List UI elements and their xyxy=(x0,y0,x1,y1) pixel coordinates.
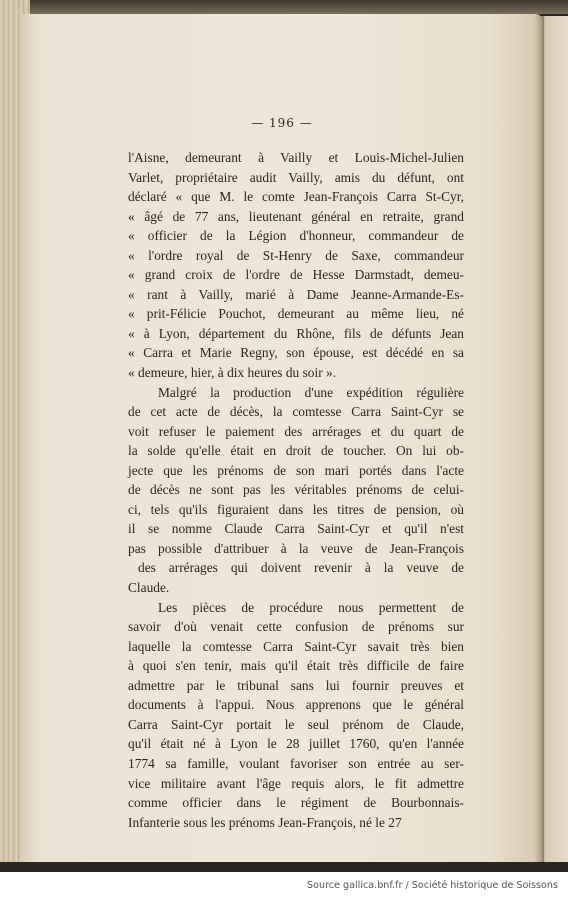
source-credit: Source gallica.bnf.fr / Société historique de Soissons xyxy=(307,880,558,891)
text-line: documents à l'appui. Nous apprenons que le général xyxy=(128,697,464,713)
text-line: de décès ne sont pas les véritables prénoms de celui- xyxy=(128,482,464,498)
text-line: « rant à Vailly, marié à Dame Jeanne-Armande-Es- xyxy=(128,286,464,302)
text-line: admettre par le tribunal sans lui fournir preuves et xyxy=(128,677,464,693)
text-line: savoir d'où venait cette confusion de prénoms sur xyxy=(128,619,464,635)
text-line: des arrérages qui doivent revenir à la veuve de xyxy=(138,560,464,576)
book-page-edge-right xyxy=(540,16,568,872)
text-line: Infanterie sous les prénoms Jean-François, né le 27 xyxy=(128,814,402,830)
text-line: l'Aisne, demeurant à Vailly et Louis-Michel-Julien xyxy=(128,150,464,165)
spine-shadow xyxy=(534,14,544,866)
book-page xyxy=(22,14,542,866)
text-line: Carra Saint-Cyr portait le seul prénom de Claude, xyxy=(128,716,464,732)
text-line: 1774 sa famille, voulant favoriser son entrée au ser- xyxy=(128,755,464,771)
text-line: Claude. xyxy=(128,580,170,596)
text-line: « officier de la Légion d'honneur, commandeur de xyxy=(128,228,464,244)
text-line: vice militaire avant l'âge requis alors, le fit admettre xyxy=(128,775,464,791)
scan-bottom-edge xyxy=(0,862,568,872)
text-line: il se nomme Claude Carra Saint-Cyr et qu'il n'est xyxy=(128,521,464,537)
text-line: « à Lyon, département du Rhône, fils de défunts Jean xyxy=(128,325,464,341)
text-line: la solde qu'elle était en droit de toucher. On lui ob- xyxy=(128,443,464,459)
text-line: jecte que les prénoms de son mari portés dans l'acte xyxy=(128,462,464,478)
text-line: qu'il était né à Lyon le 28 juillet 1760, qu'en l'année xyxy=(128,736,464,752)
text-line: « Carra et Marie Regny, son épouse, est décédé en sa xyxy=(128,345,464,361)
text-line: « demeure, hier, à dix heures du soir ». xyxy=(128,365,337,381)
text-line: déclaré « que M. le comte Jean-François Carra St-Cyr, xyxy=(128,189,464,205)
scan-top-edge xyxy=(0,0,568,14)
text-line: Malgré la production d'une expédition régulière xyxy=(158,384,464,400)
text-line: à quoi s'en tenir, mais qu'il était très difficile de faire xyxy=(128,658,464,674)
text-line: « âgé de 77 ans, lieutenant général en retraite, grand xyxy=(128,208,464,224)
text-line: « prit-Félicie Pouchot, demeurant au même lieu, né xyxy=(128,306,464,322)
text-line: voit refuser le paiement des arrérages et du quart de xyxy=(128,423,464,439)
text-line: laquelle la comtesse Carra Saint-Cyr savait très bien xyxy=(128,638,464,654)
page-body-text xyxy=(128,148,464,832)
text-line: comme officier dans le régiment de Bourbonnais- xyxy=(128,795,464,811)
text-line: Varlet, propriétaire audit Vailly, amis du défunt, ont xyxy=(128,169,464,185)
page-number: — 196 — xyxy=(251,116,313,130)
text-line: de cet acte de décès, la comtesse Carra Saint-Cyr se xyxy=(128,404,464,420)
text-line: pas possible d'attribuer à la veuve de Jean-François xyxy=(128,540,464,556)
text-line: ci, tels qu'ils figuraient dans les titres de pension, où xyxy=(128,501,464,517)
text-line: « l'ordre royal de St-Henry de Saxe, commandeur xyxy=(128,247,464,263)
text-line: « grand croix de l'ordre de Hesse Darmstadt, demeu- xyxy=(128,267,464,283)
text-line: Les pièces de procédure nous permettent de xyxy=(158,599,464,615)
